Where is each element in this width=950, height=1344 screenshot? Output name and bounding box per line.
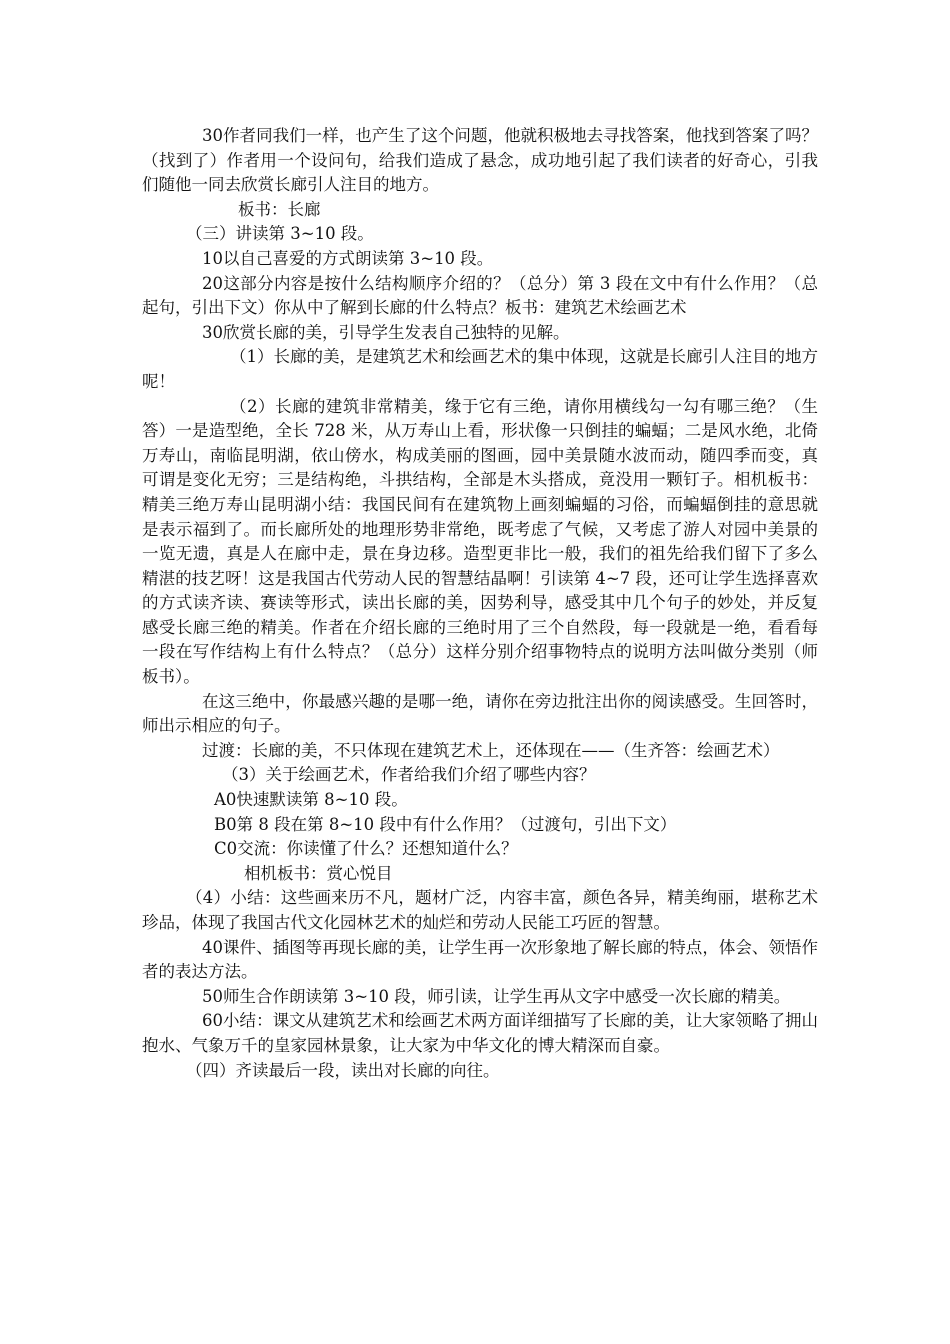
paragraph-step-3-appreciate: 30欣赏长廊的美，引导学生发表自己独特的见解。 — [202, 322, 570, 342]
paragraph-point-2: （2）长廊的建筑非常精美，缘于它有三绝，请你用横线勾一勾有哪三绝？（生答）一是造型绝，全长 728 米，从万寿山上看，形状像一只倒挂的蝙蝠；二是风水绝，北倚万寿山，南临昆明湖，依山傍水，构成美丽的图画，园中美景随水波而动，随四季而变，真可谓是变化无穷；三是结构绝，斗拱结构，全部是木头搭成，竟没用一颗钉子。相机板书：精美三绝万寿山昆明湖小结：我国民间有在建筑物上画刻蝙蝠的习俗，而蝙蝠倒挂的意思就是表示福到了。而长廊所处的地理形势非常绝，既考虑了气候，又考虑了游人对园中美景的一览无遗，真是人在廊中走，景在身边移。造型更非比一般，我们的祖先给我们留下了多么精湛的技艺呀！这是我国古代劳动人民的智慧结晶啊！引读第 4~7 段，还可让学生选择喜欢的方式读齐读、赛读等形式，读出长廊的美，因势利导，感受其中几个句子的妙处，并反复感受长廊三绝的精美。作者在介绍长廊的三绝时用了三个自然段，每一段就是一绝，看看每一段在写作结构上有什么特点？（总分）这样分别介绍事物特点的说明方法叫做分类别（师板书）。 — [142, 396, 818, 687]
paragraph-three-wonders: 在这三绝中，你最感兴趣的是哪一绝，请你在旁边批注出你的阅读感受。生回答时，师出示相应的句子。 — [142, 691, 818, 736]
paragraph-sub-a: A0快速默读第 8~10 段。 — [214, 790, 408, 810]
paragraph-step-3-question: 30作者同我们一样，也产生了这个问题，他就积极地去寻找答案，他找到答案了吗？（找到了）作者用一个设问句，给我们造成了悬念，成功地引起了我们读者的好奇心，引我们随他一同去欣赏长廊引人注目的地方。 — [142, 126, 818, 195]
paragraph-board-note-long-corridor: 板书：长廊 — [238, 199, 321, 219]
paragraph-step-4: 40课件、插图等再现长廊的美，让学生再一次形象地了解长廊的特点，体会、领悟作者的表达方法。 — [142, 937, 818, 982]
paragraph-point-1: （1）长廊的美，是建筑艺术和绘画艺术的集中体现，这就是长廊引人注目的地方呢！ — [142, 347, 818, 391]
paragraph-sub-c: C0交流：你读懂了什么？还想知道什么？ — [214, 839, 518, 859]
paragraph-step-5: 50师生合作朗读第 3~10 段，师引读，让学生再从文字中感受一次长廊的精美。 — [202, 986, 791, 1006]
document-page — [142, 124, 818, 1083]
section-heading-three: （三）讲读第 3~10 段。 — [186, 224, 374, 244]
paragraph-point-4-summary: （4）小结：这些画来历不凡，题材广泛，内容丰富，颜色各异，精美绚丽，堪称艺术珍品，体现了我国古代文化园林艺术的灿烂和劳动人民能工巧匠的智慧。 — [142, 888, 818, 932]
paragraph-point-3: （3）关于绘画艺术，作者给我们介绍了哪些内容？ — [222, 765, 596, 785]
paragraph-board-note-pleasant: 相机板书：赏心悦目 — [244, 863, 393, 883]
paragraph-step-1-read: 10以自己喜爱的方式朗读第 3~10 段。 — [202, 248, 494, 268]
paragraph-sub-b: B0第 8 段在第 8~10 段中有什么作用？（过渡句，引出下文） — [214, 814, 677, 834]
section-heading-four: （四）齐读最后一段，读出对长廊的向往。 — [186, 1060, 500, 1080]
paragraph-transition: 过渡：长廊的美，不只体现在建筑艺术上，还体现在——（生齐答：绘画艺术） — [202, 740, 780, 760]
paragraph-step-2-structure: 20这部分内容是按什么结构顺序介绍的？（总分）第 3 段在文中有什么作用？（总起句，引出下文）你从中了解到长廊的什么特点？板书：建筑艺术绘画艺术 — [142, 273, 818, 318]
paragraph-step-6: 60小结：课文从建筑艺术和绘画艺术两方面详细描写了长廊的美，让大家领略了拥山抱水、气象万千的皇家园林景象，让大家为中华文化的博大精深而自豪。 — [142, 1011, 818, 1055]
